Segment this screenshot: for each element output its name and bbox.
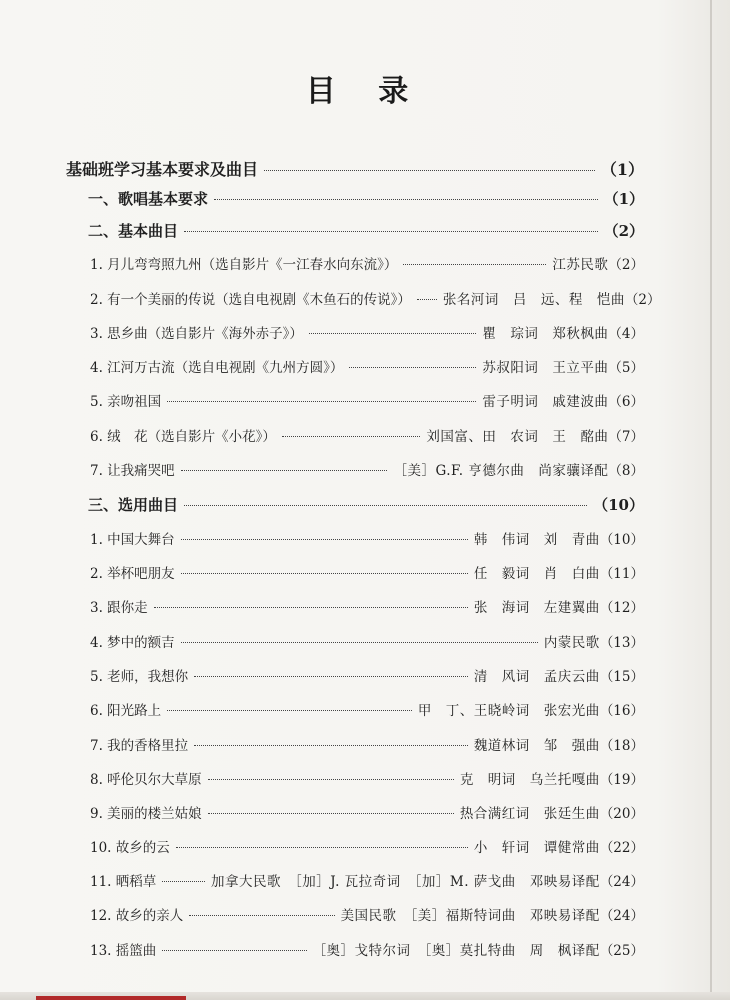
- toc-entry-title: 基础班学习基本要求及曲目: [66, 160, 259, 179]
- toc-entry-page-number: （8）: [608, 463, 644, 479]
- page-title: 目 录: [305, 74, 425, 109]
- toc-entry-title: 6. 阳光路上: [90, 703, 162, 719]
- toc-entry: [0, 665, 730, 685]
- toc-entry: [0, 836, 730, 856]
- toc-entry: [0, 356, 730, 376]
- toc-entry-credit: 热合满红词 张廷生曲: [459, 806, 600, 822]
- toc-entry: [0, 220, 730, 241]
- toc-entry: [0, 157, 730, 180]
- toc-entry-title: 2. 有一个美丽的传说（选自电视剧《木鱼石的传说》）: [90, 292, 411, 308]
- toc-entry: [0, 562, 730, 582]
- toc-entry-credit: ［美］G.F. 亨德尔曲 尚家骧译配: [393, 463, 609, 479]
- toc-entry-page-number: （1）: [600, 160, 644, 179]
- toc-entry-page-number: （24）: [599, 874, 644, 890]
- dot-leader: [154, 607, 468, 608]
- toc-entry-credit: 小 轩词 谭健常曲: [473, 840, 600, 856]
- dot-leader: [181, 573, 468, 574]
- toc-entry: [0, 596, 730, 616]
- toc-entry-page-number: （5）: [608, 360, 644, 376]
- toc-entry-credit: ［奥］戈特尔词 ［奥］莫扎特曲 周 枫译配: [312, 943, 600, 959]
- toc-entry: [0, 528, 730, 548]
- toc-entry-title: 5. 老师，我想你: [90, 669, 189, 685]
- dot-leader: [181, 539, 468, 540]
- toc-entry: [0, 425, 730, 445]
- toc-entry-title: 7. 我的香格里拉: [90, 738, 189, 754]
- dot-leader: [194, 676, 468, 677]
- dot-leader: [417, 299, 437, 300]
- toc-entry: [0, 870, 730, 890]
- toc-entry-page-number: （6）: [608, 394, 644, 410]
- dot-leader: [349, 367, 476, 368]
- toc-entry-page-number: （7）: [608, 429, 644, 445]
- toc-entry-credit: 加拿大民歌 ［加］J. 瓦拉奇词 ［加］M. 萨戈曲 邓映易译配: [210, 874, 600, 890]
- toc-entry-page-number: （12）: [599, 600, 644, 616]
- toc-entry-credit: 甲 丁、王晓岭词 张宏光曲: [417, 703, 600, 719]
- toc-entry-credit: 内蒙民歌: [543, 635, 600, 651]
- dot-leader: [189, 915, 334, 916]
- dot-leader: [176, 847, 468, 848]
- toc-entry-title: 三、选用曲目: [88, 496, 179, 514]
- toc-entry-page-number: （24）: [599, 908, 644, 924]
- toc-entry: [0, 802, 730, 822]
- toc-entry-page-number: （10）: [599, 532, 644, 548]
- dot-leader: [309, 333, 476, 334]
- toc-entry: [0, 699, 730, 719]
- toc-entry-credit: 刘国富、田 农词 王 酩曲: [426, 429, 609, 445]
- dot-leader: [162, 881, 205, 882]
- toc-entry-page-number: （2）: [608, 257, 644, 273]
- dot-leader: [167, 710, 412, 711]
- toc-entry: [0, 390, 730, 410]
- toc-entry-title: 4. 梦中的额吉: [90, 635, 175, 651]
- toc-entry-credit: 魏道林词 邹 强曲: [473, 738, 600, 754]
- toc-entry-credit: 美国民歌 ［美］福斯特词曲 邓映易译配: [340, 908, 600, 924]
- toc-entry-credit: 瞿 琮词 郑秋枫曲: [482, 326, 609, 342]
- toc-entry-title: 3. 跟你走: [90, 600, 148, 616]
- dot-leader: [208, 813, 454, 814]
- toc-entry: [0, 188, 730, 209]
- toc-entry-credit: 清 风词 孟庆云曲: [473, 669, 600, 685]
- toc-entry: [0, 734, 730, 754]
- toc-entry-credit: 张 海词 左建翼曲: [473, 600, 600, 616]
- toc-entry-page-number: （4）: [608, 326, 644, 342]
- toc-entry-title: 1. 月儿弯弯照九州（选自影片《一江春水向东流》）: [90, 257, 398, 273]
- toc-entry-page-number: （1）: [603, 190, 644, 208]
- toc-entry-page-number: （20）: [599, 806, 644, 822]
- dot-leader: [264, 170, 595, 171]
- red-edge-mark: [36, 996, 186, 1000]
- toc-entry-title: 11. 晒稻草: [90, 874, 157, 890]
- toc-entry: [0, 253, 730, 273]
- toc-entry-page-number: （19）: [599, 772, 644, 788]
- toc-entry-credit: 苏叔阳词 王立平曲: [482, 360, 609, 376]
- toc-entry: [0, 631, 730, 651]
- toc-entry-page-number: （2）: [603, 222, 644, 240]
- toc-entry-page-number: （2）: [624, 292, 661, 308]
- dot-leader: [181, 642, 538, 643]
- toc-entry-title: 二、基本曲目: [88, 222, 179, 240]
- toc-entry-title: 3. 思乡曲（选自影片《海外赤子》）: [90, 326, 303, 342]
- toc-entry-page-number: （16）: [599, 703, 644, 719]
- toc-entry-title: 5. 亲吻祖国: [90, 394, 162, 410]
- toc-entry-title: 2. 举杯吧朋友: [90, 566, 175, 582]
- dot-leader: [184, 231, 598, 232]
- toc-entry-page-number: （15）: [599, 669, 644, 685]
- toc-entry-page-number: （10）: [593, 496, 644, 514]
- toc-entry: [0, 904, 730, 924]
- toc-entry-title: 10. 故乡的云: [90, 840, 170, 856]
- toc-entry-title: 12. 故乡的亲人: [90, 908, 184, 924]
- dot-leader: [282, 436, 420, 437]
- toc-entry: [0, 768, 730, 788]
- toc-entry-page-number: （18）: [599, 738, 644, 754]
- toc-entry-credit: 雷子明词 戚建波曲: [482, 394, 609, 410]
- toc-entry-page-number: （22）: [599, 840, 644, 856]
- toc-entry-title: 一、歌唱基本要求: [88, 190, 209, 208]
- toc-entry-credit: 克 明词 乌兰托嘎曲: [459, 772, 600, 788]
- toc-entry-page-number: （11）: [599, 566, 644, 582]
- toc-entry-credit: 张名河词 吕 远、程 恺曲: [442, 292, 625, 308]
- toc-entry: [0, 288, 730, 308]
- dot-leader: [181, 470, 388, 471]
- toc-entry-title: 8. 呼伦贝尔大草原: [90, 772, 202, 788]
- toc-entry: [0, 939, 730, 959]
- toc-entry-page-number: （13）: [599, 635, 644, 651]
- toc-entry: [0, 494, 730, 515]
- toc-entry: [0, 322, 730, 342]
- dot-leader: [162, 950, 306, 951]
- toc-entry-credit: 韩 伟词 刘 青曲: [473, 532, 600, 548]
- toc-entry-page-number: （25）: [599, 943, 644, 959]
- dot-leader: [214, 199, 598, 200]
- toc-entry-credit: 任 毅词 肖 白曲: [473, 566, 600, 582]
- dot-leader: [167, 401, 476, 402]
- dot-leader: [184, 505, 587, 506]
- toc-entry-title: 6. 绒 花（选自影片《小花》）: [90, 429, 276, 445]
- dot-leader: [208, 779, 454, 780]
- toc-entry-title: 9. 美丽的楼兰姑娘: [90, 806, 202, 822]
- toc-entry: [0, 459, 730, 479]
- toc-entry-credit: 江苏民歌: [552, 257, 609, 273]
- dot-leader: [194, 745, 468, 746]
- toc-entry-title: 13. 摇篮曲: [90, 943, 157, 959]
- toc-entry-title: 4. 江河万古流（选自电视剧《九州方圆》）: [90, 360, 344, 376]
- toc-entry-title: 1. 中国大舞台: [90, 532, 175, 548]
- toc-entry-title: 7. 让我痛哭吧: [90, 463, 175, 479]
- dot-leader: [403, 264, 546, 265]
